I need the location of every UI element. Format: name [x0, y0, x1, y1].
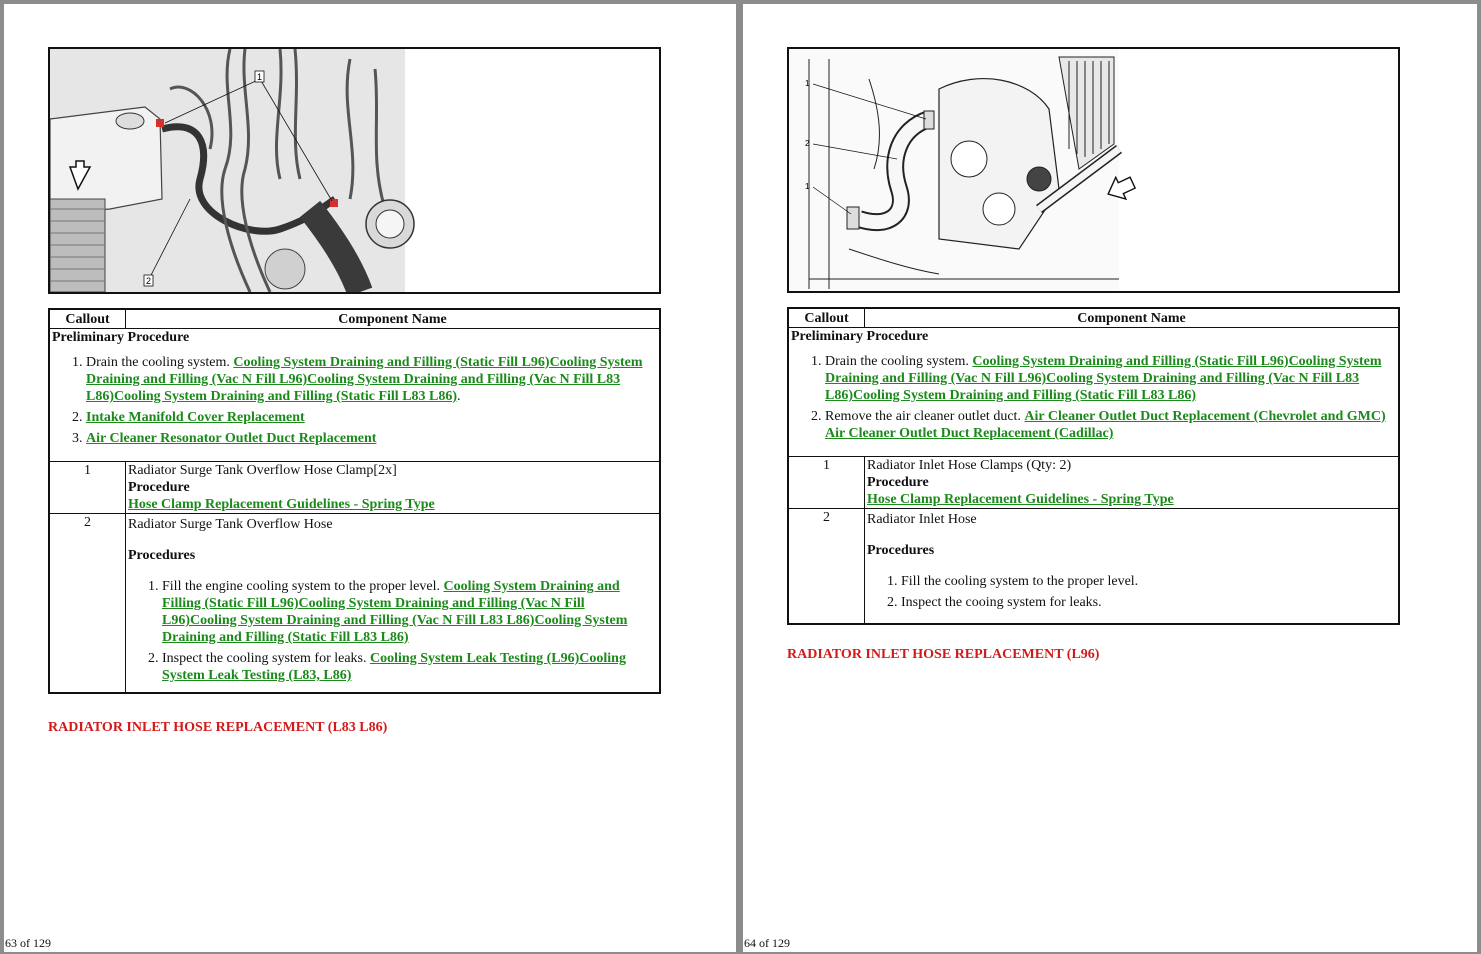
list-item: [825, 353, 1396, 404]
procedure-label: Procedure: [867, 475, 929, 490]
hose-clamp-guidelines-link[interactable]: Hose Clamp Replacement Guidelines - Spring Type: [867, 492, 1174, 507]
table-row: [788, 457, 1399, 509]
preliminary-procedure-title: Preliminary Procedure: [52, 330, 190, 345]
air-cleaner-duct-cadillac-link[interactable]: Air Cleaner Outlet Duct Replacement (Cadillac): [825, 426, 1114, 441]
preliminary-procedure-title: Preliminary Procedure: [791, 329, 929, 344]
list-item: [86, 354, 657, 405]
callout-column-header: Callout: [788, 308, 865, 328]
section-heading: RADIATOR INLET HOSE REPLACEMENT (L96): [787, 647, 1100, 662]
figure-callout-1: 1: [805, 79, 810, 88]
procedure-steps-list: [867, 573, 1396, 611]
table-row: [788, 509, 1399, 625]
callout-number: 1: [49, 462, 126, 514]
callout-number: 2: [788, 509, 865, 625]
callout-component-table: [787, 307, 1400, 625]
cooling-draining-filling-link[interactable]: Cooling System Draining and Filling (Static Fill L96)Cooling System Draining and Filling (Vac N Fill L96)Cooling System Draining and Filling (Vac N Fill L83 L86)Cooling System Draining and Filling (Static Fill L83 L86): [86, 355, 643, 404]
preliminary-procedure-row: [788, 328, 1399, 457]
component-name: Radiator Inlet Hose Clamps (Qty: 2): [867, 458, 1072, 473]
table-header-row: [788, 308, 1399, 328]
table-header-row: [49, 309, 660, 329]
component-name: Radiator Inlet Hose: [867, 512, 977, 527]
callout-number: 1: [788, 457, 865, 509]
cooling-leak-testing-link[interactable]: Cooling System Leak Testing (L96)Cooling System Leak Testing (L83, L86): [162, 651, 626, 683]
procedures-label: Procedures: [128, 548, 196, 563]
document-page-63: [4, 4, 736, 952]
document-page-64: [743, 4, 1477, 952]
list-item: [901, 594, 1396, 611]
list-item: [86, 409, 657, 426]
page-number: 63 of 129: [5, 936, 51, 950]
step-text: Inspect the cooling system for leaks.: [162, 651, 371, 666]
list-item: [162, 650, 657, 684]
engine-line-drawing: [50, 49, 659, 292]
figure-callout-1b: 1: [805, 182, 810, 191]
cooling-draining-filling-link[interactable]: Cooling System Draining and Filling (Static Fill L96)Cooling System Draining and Filling (Vac N Fill L96)Cooling System Draining and Filling (Vac N Fill L83 L86)Cooling System Draining and Filling (Static Fill L83 L86): [162, 579, 628, 645]
engine-illustration-surge-tank-hose: [48, 47, 661, 294]
air-cleaner-resonator-link[interactable]: Air Cleaner Resonator Outlet Duct Replacement: [86, 431, 377, 446]
list-item: [86, 430, 657, 447]
engine-line-drawing: [789, 49, 1398, 291]
figure-callout-2: 2: [146, 276, 152, 286]
page-number: 64 of 129: [744, 936, 790, 950]
procedures-label: Procedures: [867, 543, 935, 558]
step-text: Fill the cooling system to the proper level.: [901, 574, 1139, 589]
step-text: Inspect the cooing system for leaks.: [901, 595, 1102, 610]
step-text: Remove the air cleaner outlet duct.: [825, 409, 1025, 424]
figure-callout-2: 2: [805, 139, 810, 148]
callout-component-table: [48, 308, 661, 694]
component-column-header: Component Name: [865, 308, 1400, 328]
list-item: [825, 408, 1396, 442]
callout-number: 2: [49, 514, 126, 694]
air-cleaner-duct-chevrolet-gmc-link[interactable]: Air Cleaner Outlet Duct Replacement (Chevrolet and GMC): [1024, 409, 1386, 424]
engine-illustration-radiator-inlet-hose: [787, 47, 1400, 293]
cooling-draining-filling-link[interactable]: Cooling System Draining and Filling (Static Fill L96)Cooling System Draining and Filling (Vac N Fill L96)Cooling System Draining and Filling (Vac N Fill L83 L86)Cooling System Draining and Filling (Static Fill L83 L86): [825, 354, 1382, 403]
list-item: [162, 578, 657, 646]
step-suffix: .: [457, 389, 461, 404]
step-text: Fill the engine cooling system to the proper level.: [162, 579, 444, 594]
table-row: [49, 462, 660, 514]
preliminary-procedure-row: [49, 329, 660, 462]
procedure-label: Procedure: [128, 480, 190, 495]
section-heading: RADIATOR INLET HOSE REPLACEMENT (L83 L86): [48, 720, 388, 735]
intake-manifold-cover-link[interactable]: Intake Manifold Cover Replacement: [86, 410, 305, 425]
component-name: Radiator Surge Tank Overflow Hose: [128, 517, 333, 532]
step-text: Drain the cooling system.: [86, 355, 234, 370]
preliminary-steps-list: [52, 354, 657, 447]
procedure-steps-list: [128, 578, 657, 684]
callout-column-header: Callout: [49, 309, 126, 329]
hose-clamp-guidelines-link[interactable]: Hose Clamp Replacement Guidelines - Spring Type: [128, 497, 435, 512]
figure-callout-1: 1: [257, 72, 263, 82]
list-item: [901, 573, 1396, 590]
table-row: [49, 514, 660, 694]
component-name: Radiator Surge Tank Overflow Hose Clamp[2x]: [128, 463, 397, 478]
step-text: Drain the cooling system.: [825, 354, 973, 369]
component-column-header: Component Name: [126, 309, 661, 329]
preliminary-steps-list: [791, 353, 1396, 442]
